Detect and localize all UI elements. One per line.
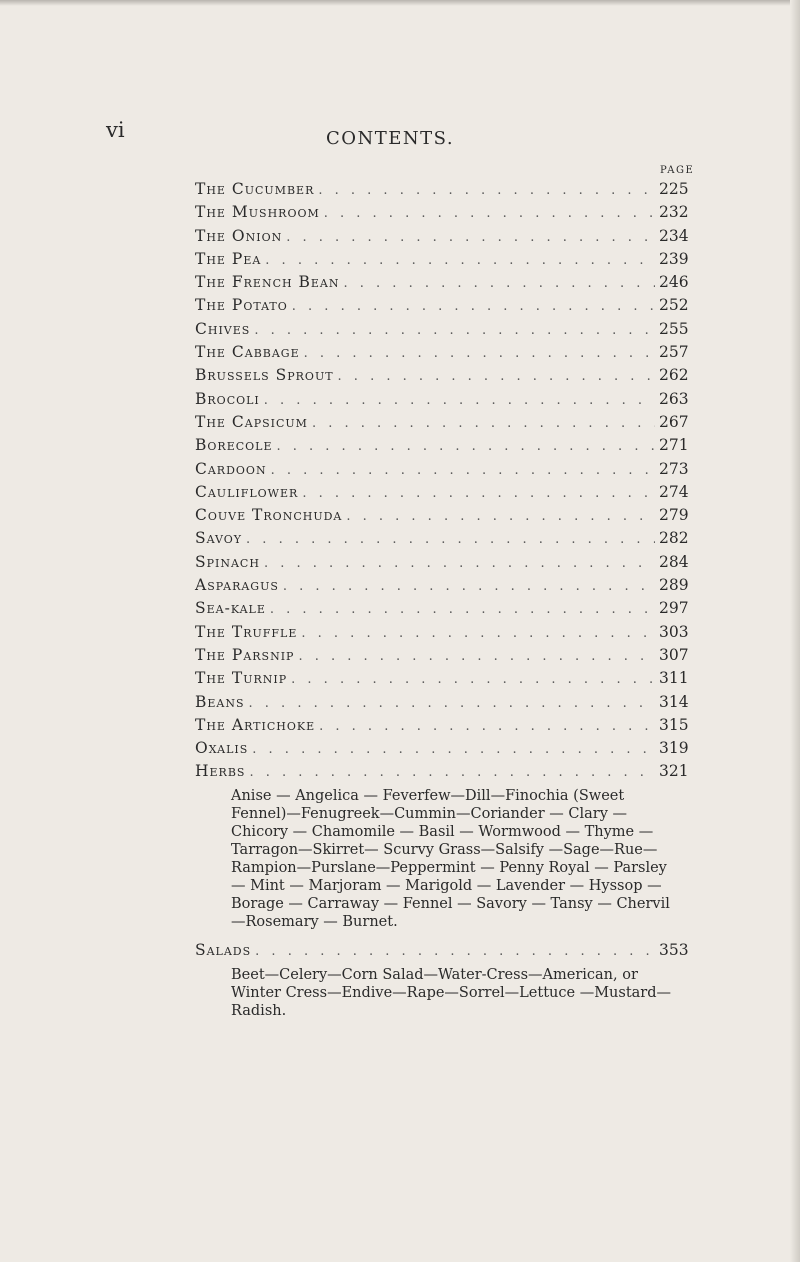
toc-entry <box>195 739 687 762</box>
dot-leader <box>246 532 655 547</box>
toc-entry-title: The Parsnip <box>195 645 295 664</box>
toc-entry-page: 314 <box>659 692 689 711</box>
toc-entry-page: 263 <box>659 389 689 408</box>
toc-entry <box>195 716 687 739</box>
toc-entry <box>195 296 687 319</box>
toc-entry-title: The Pea <box>195 249 262 268</box>
toc-entry-title: The Mushroom <box>195 203 320 222</box>
dot-leader <box>318 183 655 198</box>
toc-entry-title: Herbs <box>195 762 246 781</box>
toc-entry-page: 303 <box>659 622 689 641</box>
toc-entry-page: 315 <box>659 715 689 734</box>
toc-entry-title: Beans <box>195 692 245 711</box>
toc-entry-page: 257 <box>659 343 689 362</box>
toc-entry <box>195 693 687 716</box>
toc-entry-title: Cauliflower <box>195 482 299 501</box>
toc-entry <box>195 390 687 413</box>
dot-leader <box>346 509 655 524</box>
toc-entry-page: 282 <box>659 529 689 548</box>
toc-entry-page: 267 <box>659 412 689 431</box>
toc-entry-title: Sea-kale <box>195 599 266 618</box>
toc-entry <box>195 460 687 483</box>
toc-entry-page: 234 <box>659 226 689 245</box>
toc-entry <box>195 576 687 599</box>
toc-entry-title: The Cucumber <box>195 180 315 198</box>
dot-leader <box>249 696 655 711</box>
toc-entry <box>195 366 687 389</box>
toc-entry-title: Chives <box>195 319 251 338</box>
toc-entry-page: 262 <box>659 366 689 385</box>
dot-leader <box>319 719 655 734</box>
toc-entry <box>195 180 687 203</box>
toc-entry <box>195 646 687 669</box>
dot-leader <box>338 369 655 384</box>
dot-leader <box>264 393 655 408</box>
toc-entry <box>195 343 687 366</box>
herbs-description: Anise — Angelica — Feverfew—Dill—Finochia (Sweet Fennel)—Fenugreek—Cummin—Coriander — Clary — Chicory — Chamomile — Basil — Wormwood — Thyme —Tarragon—Skirret— Scurvy Grass—Salsify —Sage—Rue—Rampion—Purslane—Peppermint — Penny Royal — Parsley — Mint — Marjoram — Marigold — Lavender — Hyssop — Borage — Carraway — Fennel — Savory — Tansy — Chervil —Rosemary — Burnet. <box>231 787 670 930</box>
toc-entry <box>195 941 687 964</box>
page-top-edge <box>0 0 800 6</box>
toc-entry-page: 289 <box>659 576 689 595</box>
page-folio: vi <box>106 118 125 142</box>
toc-entry-title: The Capsicum <box>195 412 308 431</box>
toc-entry-page: 307 <box>659 645 689 664</box>
page-column-label: PAGE <box>660 165 695 176</box>
dot-leader <box>254 323 655 338</box>
dot-leader <box>301 626 655 641</box>
dot-leader <box>298 649 655 664</box>
toc-entry-title: The Potato <box>195 296 288 315</box>
toc-entry <box>195 529 687 552</box>
toc-entry-page: 319 <box>659 739 689 758</box>
toc-entry <box>195 436 687 459</box>
toc-entry <box>195 506 687 529</box>
toc-entry-title: Borecole <box>195 436 273 455</box>
toc-entry <box>195 273 687 296</box>
toc-entry <box>195 483 687 506</box>
dot-leader <box>292 299 655 314</box>
toc-entry-page: 273 <box>659 459 689 478</box>
dot-leader <box>252 742 655 757</box>
toc-entry-page: 321 <box>659 762 689 781</box>
dot-leader <box>264 556 655 571</box>
toc-entry-page: 353 <box>659 940 689 959</box>
dot-leader <box>255 944 655 959</box>
toc-entry <box>195 762 687 785</box>
toc-entry-title: The French Bean <box>195 273 340 292</box>
toc-entry-title: Spinach <box>195 552 260 571</box>
toc-entry <box>195 413 687 436</box>
toc-entry <box>195 553 687 576</box>
dot-leader <box>312 416 655 431</box>
toc-entry-title: Salads <box>195 940 252 959</box>
toc-entry-page: 297 <box>659 599 689 618</box>
salads-description: Beet—Celery—Corn Salad—Water-Cress—American, or Winter Cress—Endive—Rape—Sorrel—Lettuce —Mustard—Radish. <box>231 967 672 1020</box>
toc-entry <box>195 227 687 250</box>
toc-entry-title: The Truffle <box>195 622 298 641</box>
dot-leader <box>286 230 655 245</box>
toc-entry-page: 239 <box>659 249 689 268</box>
toc-entry-title: The Cabbage <box>195 343 300 362</box>
dot-leader <box>277 439 656 454</box>
contents-list <box>195 180 687 1030</box>
dot-leader <box>324 206 655 221</box>
toc-entry-title: The Artichoke <box>195 715 316 734</box>
toc-entry-page: 255 <box>659 319 689 338</box>
toc-entry-title: Brussels Sprout <box>195 366 334 385</box>
toc-entry-title: Asparagus <box>195 576 279 595</box>
toc-entry <box>195 320 687 343</box>
page-right-edge <box>790 0 800 1262</box>
toc-entry-page: 311 <box>659 669 689 688</box>
toc-entry-title: Couve Tronchuda <box>195 506 343 525</box>
toc-entry-title: Oxalis <box>195 739 249 758</box>
running-title: CONTENTS. <box>325 128 455 149</box>
toc-entry-title: Savoy <box>195 529 243 548</box>
toc-entry-title: Cardoon <box>195 459 267 478</box>
toc-entry <box>195 203 687 226</box>
toc-entry <box>195 623 687 646</box>
toc-entry-title: The Turnip <box>195 669 288 688</box>
toc-entry-page: 225 <box>659 180 689 198</box>
toc-entry <box>195 250 687 273</box>
dot-leader <box>265 253 655 268</box>
dot-leader <box>270 602 655 617</box>
dot-leader <box>291 672 655 687</box>
toc-entry-title: The Onion <box>195 226 283 245</box>
toc-entry-page: 284 <box>659 552 689 571</box>
dot-leader <box>344 276 655 291</box>
dot-leader <box>271 463 655 478</box>
toc-entry-title: Brocoli <box>195 389 260 408</box>
dot-leader <box>283 579 655 594</box>
toc-entry <box>195 669 687 692</box>
toc-entry-page: 279 <box>659 506 689 525</box>
dot-leader <box>304 346 655 361</box>
dot-leader <box>302 486 655 501</box>
toc-entry-page: 232 <box>659 203 689 222</box>
toc-entry-page: 274 <box>659 482 689 501</box>
toc-entry-page: 252 <box>659 296 689 315</box>
toc-entry-page: 271 <box>659 436 689 455</box>
dot-leader <box>249 765 655 780</box>
toc-entry-page: 246 <box>659 273 689 292</box>
toc-entry <box>195 599 687 622</box>
